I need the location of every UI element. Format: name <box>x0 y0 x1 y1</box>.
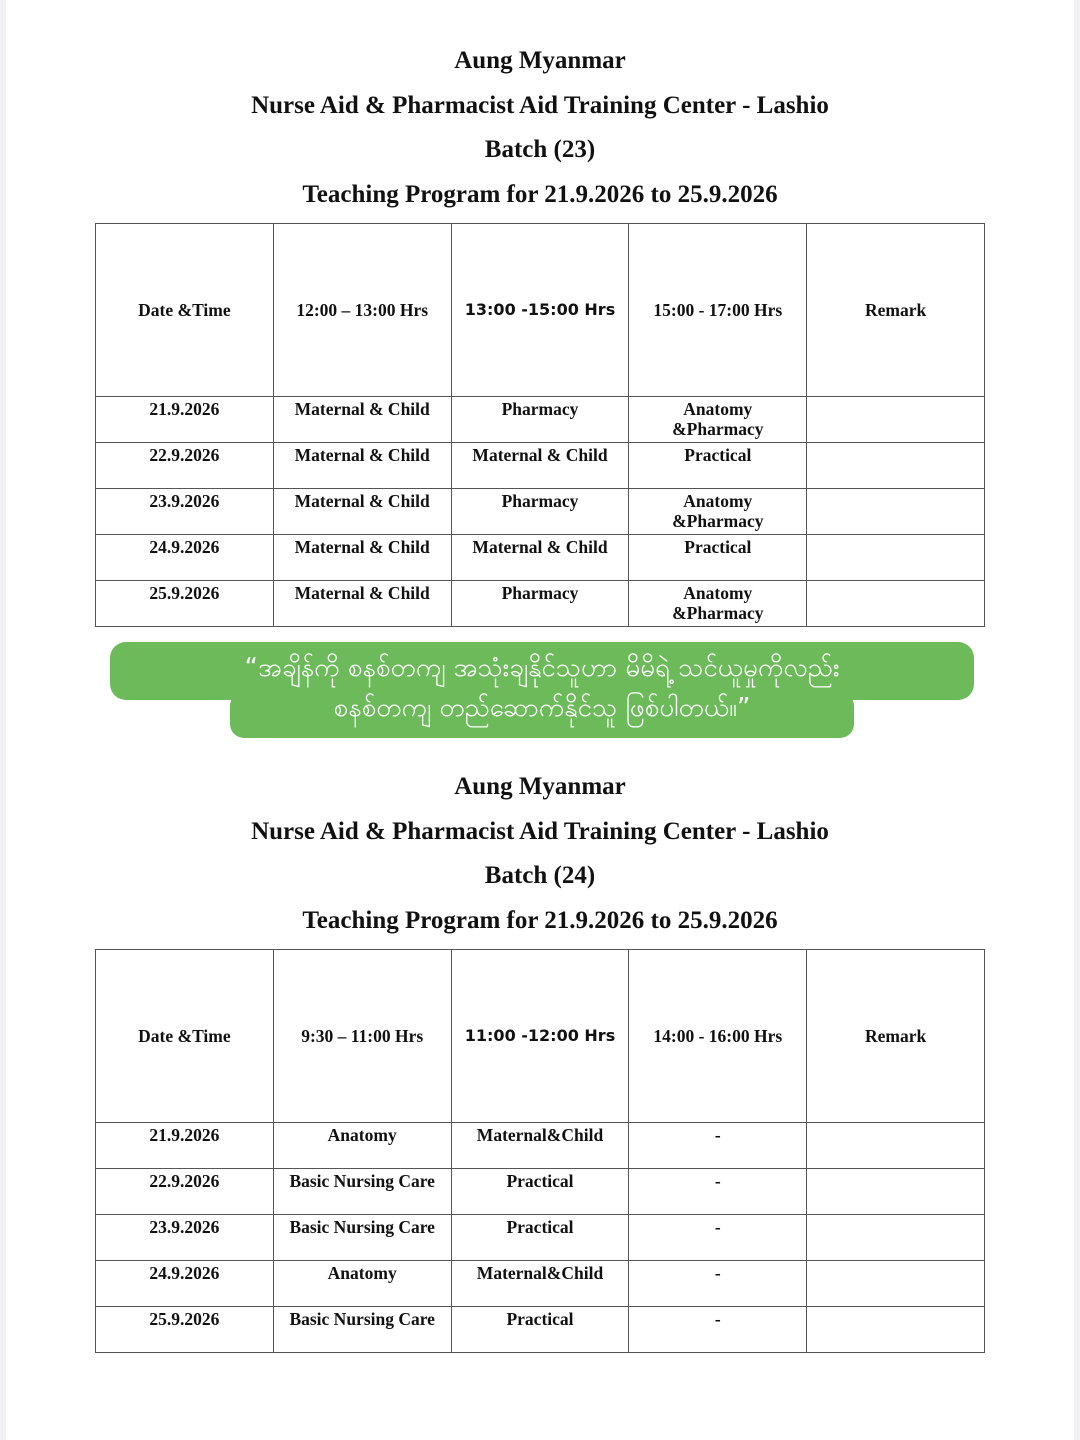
remark-cell <box>807 1169 985 1215</box>
slot-1-cell: Basic Nursing Care <box>273 1215 451 1261</box>
quote-line-1: “အချိန်ကို စနစ်တကျ အသုံးချနိုင်သူဟာ မိမိရဲ့ သင်ယူမှုကိုလည်း <box>244 653 840 683</box>
date-cell: 24.9.2026 <box>96 535 274 581</box>
slot-2-cell: Maternal & Child <box>451 443 629 489</box>
table-header-row <box>96 224 985 397</box>
slot-3-cell: - <box>629 1307 807 1353</box>
batch23-schedule-table <box>95 223 985 627</box>
slot-3-cell: Anatomy &Pharmacy <box>629 489 807 535</box>
date-cell: 21.9.2026 <box>96 1123 274 1169</box>
date-cell: 23.9.2026 <box>96 489 274 535</box>
slot-2-cell: Practical <box>451 1215 629 1261</box>
slot-2-cell: Pharmacy <box>451 397 629 443</box>
slot-1-cell: Maternal & Child <box>273 581 451 627</box>
slot-2-cell: Practical <box>451 1169 629 1215</box>
quote-banner <box>110 642 974 738</box>
header-date-time: Date &Time <box>96 224 274 397</box>
slot-3-cell: Anatomy &Pharmacy <box>629 581 807 627</box>
header-remark: Remark <box>807 950 985 1123</box>
remark-cell <box>807 489 985 535</box>
header-slot-2: 11:00 -12:00 Hrs <box>451 950 629 1123</box>
slot-2-cell: Maternal & Child <box>451 535 629 581</box>
header-slot-1: 12:00 – 13:00 Hrs <box>273 224 451 397</box>
table-row <box>96 397 985 443</box>
batch23-heading <box>0 46 1080 224</box>
table-row <box>96 1307 985 1353</box>
table-row <box>96 581 985 627</box>
table-row <box>96 443 985 489</box>
remark-cell <box>807 397 985 443</box>
remark-cell <box>807 1261 985 1307</box>
header-slot-3: 15:00 - 17:00 Hrs <box>629 224 807 397</box>
slot-3-cell: - <box>629 1215 807 1261</box>
quote-line-2: စနစ်တကျ တည်ဆောက်နိုင်သူ ဖြစ်ပါတယ်။” <box>333 693 751 723</box>
slot-3-cell: - <box>629 1169 807 1215</box>
batch24-schedule-table <box>95 949 985 1353</box>
remark-cell <box>807 443 985 489</box>
slot-1-cell: Anatomy <box>273 1123 451 1169</box>
remark-cell <box>807 1123 985 1169</box>
slot-2-cell: Pharmacy <box>451 489 629 535</box>
header-slot-1: 9:30 – 11:00 Hrs <box>273 950 451 1123</box>
slot-1-cell: Maternal & Child <box>273 397 451 443</box>
remark-cell <box>807 581 985 627</box>
remark-cell <box>807 535 985 581</box>
program-title: Teaching Program for 21.9.2026 to 25.9.2026 <box>302 180 778 208</box>
quote-text <box>110 648 974 728</box>
center-title: Nurse Aid & Pharmacist Aid Training Center - Lashio <box>251 817 829 845</box>
slot-1-cell: Basic Nursing Care <box>273 1307 451 1353</box>
org-title: Aung Myanmar <box>454 773 626 800</box>
slot-1-cell: Anatomy <box>273 1261 451 1307</box>
table-row <box>96 489 985 535</box>
slot-1-cell: Basic Nursing Care <box>273 1169 451 1215</box>
slot-3-cell: - <box>629 1123 807 1169</box>
date-cell: 22.9.2026 <box>96 443 274 489</box>
slot-3-cell: - <box>629 1261 807 1307</box>
slot-3-cell: Practical <box>629 535 807 581</box>
slot-2-cell: Maternal&Child <box>451 1123 629 1169</box>
table-header-row <box>96 950 985 1123</box>
batch-title: Batch (23) <box>484 136 596 163</box>
date-cell: 21.9.2026 <box>96 397 274 443</box>
remark-cell <box>807 1307 985 1353</box>
date-cell: 25.9.2026 <box>96 581 274 627</box>
date-cell: 25.9.2026 <box>96 1307 274 1353</box>
center-title: Nurse Aid & Pharmacist Aid Training Center - Lashio <box>251 91 829 119</box>
batch24-heading <box>0 772 1080 950</box>
date-cell: 22.9.2026 <box>96 1169 274 1215</box>
slot-2-cell: Maternal&Child <box>451 1261 629 1307</box>
slot-2-cell: Pharmacy <box>451 581 629 627</box>
remark-cell <box>807 1215 985 1261</box>
table-row <box>96 1123 985 1169</box>
date-cell: 24.9.2026 <box>96 1261 274 1307</box>
table-row <box>96 1261 985 1307</box>
date-cell: 23.9.2026 <box>96 1215 274 1261</box>
batch-title: Batch (24) <box>484 862 596 889</box>
table-row <box>96 1215 985 1261</box>
slot-1-cell: Maternal & Child <box>273 489 451 535</box>
slot-3-cell: Anatomy &Pharmacy <box>629 397 807 443</box>
slot-1-cell: Maternal & Child <box>273 443 451 489</box>
header-slot-3: 14:00 - 16:00 Hrs <box>629 950 807 1123</box>
program-title: Teaching Program for 21.9.2026 to 25.9.2026 <box>302 906 778 934</box>
header-remark: Remark <box>807 224 985 397</box>
table-row <box>96 1169 985 1215</box>
slot-1-cell: Maternal & Child <box>273 535 451 581</box>
header-date-time: Date &Time <box>96 950 274 1123</box>
table-row <box>96 535 985 581</box>
org-title: Aung Myanmar <box>454 47 626 74</box>
slot-2-cell: Practical <box>451 1307 629 1353</box>
slot-3-cell: Practical <box>629 443 807 489</box>
header-slot-2: 13:00 -15:00 Hrs <box>451 224 629 397</box>
